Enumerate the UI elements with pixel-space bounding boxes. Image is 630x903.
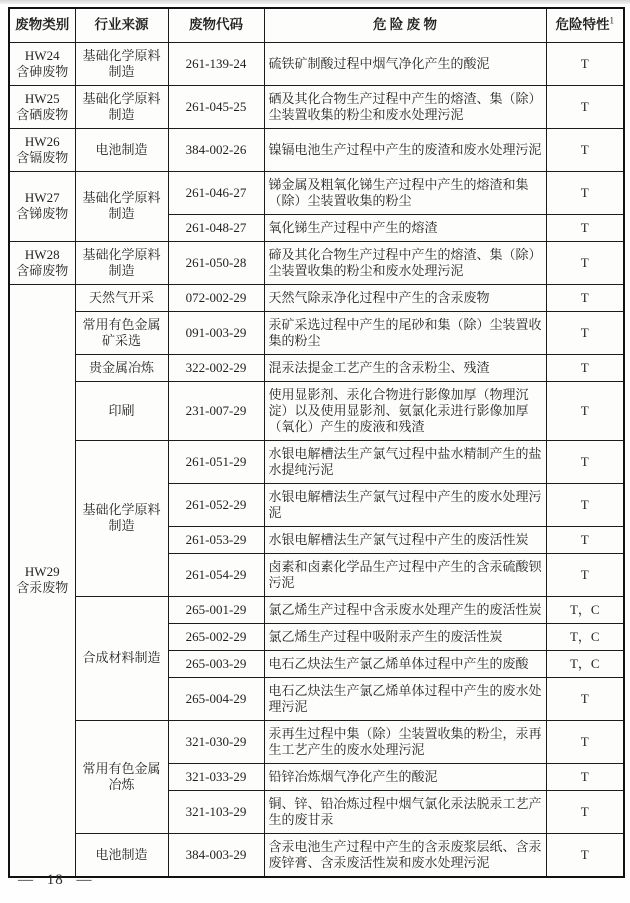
industry-source-cell: 合成材料制造 — [75, 596, 168, 720]
waste-description-cell: 镍镉电池生产过程中产生的废渣和废水处理污泥 — [264, 128, 546, 171]
waste-code-cell: 231-007-29 — [168, 381, 264, 440]
waste-code-cell: 384-002-26 — [168, 128, 264, 171]
category-code: HW27 — [24, 190, 60, 205]
industry-source-cell: 基础化学原料制造 — [75, 241, 168, 284]
waste-description-cell: 汞再生过程中集（除）尘装置收集的粉尘，汞再生工艺产生的废水处理污泥 — [264, 720, 546, 763]
waste-code-cell: 091-003-29 — [168, 311, 264, 354]
waste-code-cell: 261-054-29 — [168, 553, 264, 596]
industry-source-cell: 电池制造 — [75, 833, 168, 877]
waste-code-cell: 321-030-29 — [168, 720, 264, 763]
waste-code-cell: 265-001-29 — [168, 596, 264, 623]
hazard-property-cell: T — [546, 483, 624, 526]
category-name: 含镉废物 — [16, 149, 69, 165]
waste-category-cell — [9, 85, 75, 128]
header-waste-code: 废物代码 — [168, 8, 264, 42]
hazard-property-cell: T — [546, 526, 624, 553]
hazard-property-cell: T — [546, 85, 624, 128]
table-header-row — [9, 8, 624, 42]
table-row — [9, 833, 624, 877]
industry-source-cell: 基础化学原料制造 — [75, 42, 168, 85]
waste-description-cell: 水银电解槽法生产氯气过程中产生的废水处理污泥 — [264, 483, 546, 526]
waste-category-cell — [9, 241, 75, 284]
waste-code-cell: 321-103-29 — [168, 790, 264, 833]
hazard-property-cell: T — [546, 790, 624, 833]
waste-category-cell — [9, 128, 75, 171]
table-row — [9, 381, 624, 440]
table-row — [9, 720, 624, 763]
waste-category-cell — [9, 171, 75, 241]
waste-description-cell: 水银电解槽法生产氯气过程中产生的废活性炭 — [264, 526, 546, 553]
industry-source-cell: 印刷 — [75, 381, 168, 440]
waste-code-cell: 261-051-29 — [168, 440, 264, 483]
waste-code-cell: 261-050-28 — [168, 241, 264, 284]
footnote-superscript: 1 — [609, 15, 614, 26]
table-row — [9, 440, 624, 483]
hazard-property-cell: T — [546, 833, 624, 877]
waste-description-cell: 电石乙炔法生产氯乙烯单体过程中产生的废水处理污泥 — [264, 677, 546, 720]
hazard-property-cell: T — [546, 553, 624, 596]
industry-source-cell: 常用有色金属冶炼 — [75, 720, 168, 833]
industry-source-cell: 电池制造 — [75, 128, 168, 171]
table-row — [9, 171, 624, 214]
hazard-property-cell: T — [546, 763, 624, 790]
hazard-property-cell: T — [546, 440, 624, 483]
hazard-property-cell: T，C — [546, 596, 624, 623]
waste-code-cell: 261-052-29 — [168, 483, 264, 526]
waste-description-cell: 铜、锌、铅冶炼过程中烟气氯化汞法脱汞工艺产生的废甘汞 — [264, 790, 546, 833]
waste-description-cell: 碲及其化合物生产过程中产生的熔渣、集（除）尘装置收集的粉尘和废水处理污泥 — [264, 241, 546, 284]
category-name: 含汞废物 — [16, 580, 69, 595]
waste-code-cell: 261-139-24 — [168, 42, 264, 85]
category-name: 含砷废物 — [16, 63, 69, 79]
table-row — [9, 284, 624, 311]
category-code: HW25 — [24, 90, 60, 106]
waste-description-cell: 硒及其化合物生产过程中产生的熔渣、集（除）尘装置收集的粉尘和废水处理污泥 — [264, 85, 546, 128]
category-name: 含锑废物 — [16, 206, 69, 221]
industry-source-cell: 基础化学原料制造 — [75, 171, 168, 241]
waste-description-cell: 汞矿采选过程中产生的尾砂和集（除）尘装置收集的粉尘 — [264, 311, 546, 354]
waste-description-cell: 使用显影剂、汞化合物进行影像加厚（物理沉淀）以及使用显影剂、氨氯化汞进行影像加厚（氧化）产生的废液和残渣 — [264, 381, 546, 440]
waste-code-cell: 321-033-29 — [168, 763, 264, 790]
waste-description-cell: 含汞电池生产过程中产生的含汞废浆层纸、含汞废锌膏、含汞废活性炭和废水处理污泥 — [264, 833, 546, 877]
waste-description-cell: 氯乙烯生产过程中吸附汞产生的废活性炭 — [264, 623, 546, 650]
category-code: HW26 — [24, 133, 60, 149]
hazardous-waste-table — [8, 7, 625, 878]
waste-code-cell: 384-003-29 — [168, 833, 264, 877]
waste-description-cell: 氯乙烯生产过程中含汞废水处理产生的废活性炭 — [264, 596, 546, 623]
table-row — [9, 354, 624, 381]
hazard-property-cell: T，C — [546, 623, 624, 650]
waste-description-cell: 天然气除汞净化过程中产生的含汞废物 — [264, 284, 546, 311]
header-waste-category: 废物类别 — [9, 8, 75, 42]
hazard-property-cell: T — [546, 677, 624, 720]
waste-category-cell — [9, 284, 75, 877]
category-name: 含硒废物 — [16, 106, 69, 122]
hazard-property-cell: T — [546, 354, 624, 381]
header-hazardous-waste: 危 险 废 物 — [264, 8, 546, 42]
table-row — [9, 311, 624, 354]
scan-edge-artifact — [0, 0, 630, 4]
hazard-property-cell: T — [546, 284, 624, 311]
waste-description-cell: 硫铁矿制酸过程中烟气净化产生的酸泥 — [264, 42, 546, 85]
waste-description-cell: 电石乙炔法生产氯乙烯单体过程中产生的废酸 — [264, 650, 546, 677]
industry-source-cell: 基础化学原料制造 — [75, 85, 168, 128]
table-row — [9, 85, 624, 128]
waste-description-cell: 混汞法提金工艺产生的含汞粉尘、残渣 — [264, 354, 546, 381]
waste-code-cell: 261-045-25 — [168, 85, 264, 128]
waste-description-cell: 水银电解槽法生产氯气过程中盐水精制产生的盐水提纯污泥 — [264, 440, 546, 483]
hazard-property-cell: T — [546, 720, 624, 763]
waste-code-cell: 072-002-29 — [168, 284, 264, 311]
category-code: HW29 — [24, 564, 60, 579]
hazard-property-cell: T — [546, 171, 624, 214]
table-row — [9, 128, 624, 171]
hazard-property-cell: T，C — [546, 650, 624, 677]
waste-code-cell: 322-002-29 — [168, 354, 264, 381]
waste-code-cell: 265-004-29 — [168, 677, 264, 720]
category-code: HW24 — [24, 47, 60, 63]
waste-category-cell — [9, 42, 75, 85]
category-code: HW28 — [24, 246, 60, 262]
page-number: — 18 — — [18, 872, 93, 888]
waste-code-cell: 261-048-27 — [168, 214, 264, 241]
industry-source-cell: 贵金属冶炼 — [75, 354, 168, 381]
header-hazard-property — [546, 8, 624, 42]
industry-source-cell: 常用有色金属矿采选 — [75, 311, 168, 354]
industry-source-cell: 基础化学原料制造 — [75, 440, 168, 596]
industry-source-cell: 天然气开采 — [75, 284, 168, 311]
waste-description-cell: 卤素和卤素化学品生产过程中产生的含汞硫酸钡污泥 — [264, 553, 546, 596]
waste-description-cell: 氧化锑生产过程中产生的熔渣 — [264, 214, 546, 241]
waste-description-cell: 锑金属及粗氧化锑生产过程中产生的熔渣和集（除）尘装置收集的粉尘 — [264, 171, 546, 214]
waste-code-cell: 265-002-29 — [168, 623, 264, 650]
table-row — [9, 596, 624, 623]
hazard-property-cell: T — [546, 241, 624, 284]
waste-description-cell: 铅锌冶炼烟气净化产生的酸泥 — [264, 763, 546, 790]
waste-code-cell: 261-053-29 — [168, 526, 264, 553]
hazard-property-cell: T — [546, 381, 624, 440]
waste-code-cell: 265-003-29 — [168, 650, 264, 677]
header-hazard-property-label: 危险特性 — [555, 17, 610, 33]
hazard-property-cell: T — [546, 128, 624, 171]
hazard-property-cell: T — [546, 311, 624, 354]
hazard-property-cell: T — [546, 214, 624, 241]
waste-code-cell: 261-046-27 — [168, 171, 264, 214]
header-industry-source: 行业来源 — [75, 8, 168, 42]
category-name: 含碲废物 — [16, 262, 69, 278]
table-row — [9, 42, 624, 85]
table-row — [9, 241, 624, 284]
hazard-property-cell: T — [546, 42, 624, 85]
